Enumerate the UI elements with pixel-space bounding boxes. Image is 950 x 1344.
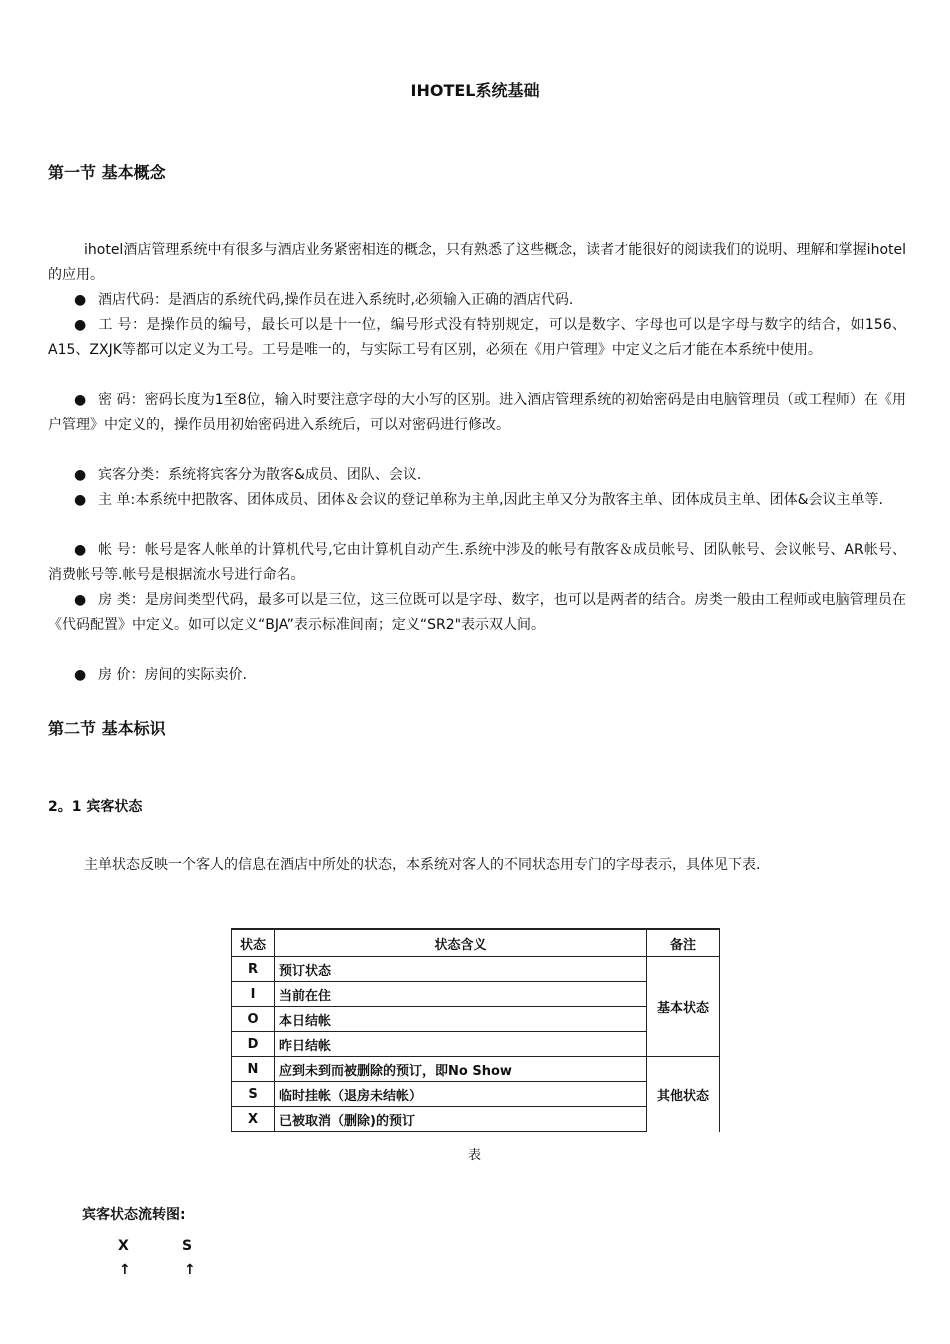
section2-intro: 主单状态反映一个客人的信息在酒店中所处的状态，本系统对客人的不同状态用专门的字母表示，具体见下表. <box>84 857 761 873</box>
list-item: ● 酒店代码：是酒店的系统代码,操作员在进入系统时,必须输入正确的酒店代码. <box>48 288 906 313</box>
bullet-icon: ● <box>74 317 87 333</box>
column-header-note: 备注 <box>647 929 720 957</box>
bullet-icon: ● <box>74 392 87 408</box>
status-meaning: 昨日结帐 <box>275 1032 647 1057</box>
page-title: IHOTEL系统基础 <box>410 81 540 100</box>
status-table <box>231 928 720 1132</box>
status-meaning: 应到未到而被删除的预订，即No Show <box>275 1057 647 1082</box>
bullet-icon: ● <box>74 542 87 558</box>
flow-title: 宾客状态流转图: <box>82 1207 186 1223</box>
column-header-status: 状态 <box>232 929 275 957</box>
table-row <box>232 1082 720 1107</box>
status-meaning: 已被取消（删除)的预订 <box>275 1107 647 1132</box>
status-code: I <box>232 982 275 1007</box>
table-row <box>232 957 720 982</box>
table-row <box>232 1007 720 1032</box>
bullet-icon: ● <box>74 592 87 608</box>
list-item: ● 房 类：是房间类型代码，最多可以是三位，这三位既可以是字母、数字，也可以是两者的结合。房类一般由工程师或电脑管理员在《代码配置》中定义。如可以定义“BJA”表示标准间南；定义“SR2"表示双人间。 <box>48 588 906 638</box>
status-meaning: 临时挂帐（退房未结帐） <box>275 1082 647 1107</box>
column-header-meaning: 状态含义 <box>275 929 647 957</box>
list-item: ● 主 单:本系统中把散客、团体成员、团体＆会议的登记单称为主单,因此主单又分为散客主单、团体成员主单、团体&会议主单等. <box>48 488 906 513</box>
bullet-icon: ● <box>74 492 87 508</box>
table-row <box>232 1032 720 1057</box>
list-item: ● 工 号：是操作员的编号，最长可以是十一位，编号形式没有特别规定，可以是数字、字母也可以是字母与数字的结合，如156、A15、ZXJK等都可以定义为工号。工号是唯一的，与实际工号有区别，必须在《用户管理》中定义之后才能在本系统中使用。 <box>48 313 906 363</box>
table-row <box>232 982 720 1007</box>
section1-intro: ihotel酒店管理系统中有很多与酒店业务紧密相连的概念，只有熟悉了这些概念，读者才能很好的阅读我们的说明、理解和掌握ihotel的应用。 <box>48 242 906 283</box>
bullet-icon: ● <box>74 467 87 483</box>
section1-heading: 第一节 基本概念 <box>48 163 166 182</box>
group-other: 其他状态 <box>647 1057 720 1132</box>
arrow-up-icon: ↑ <box>119 1262 131 1278</box>
list-item: ● 房 价：房间的实际卖价. <box>48 663 906 688</box>
list-item: ● 宾客分类：系统将宾客分为散客&成员、团队、会议. <box>48 463 906 488</box>
list-item: ● 帐 号：帐号是客人帐单的计算机代号,它由计算机自动产生.系统中涉及的帐号有散客＆成员帐号、团队帐号、会议帐号、AR帐号、消费帐号等.帐号是根据流水号进行命名。 <box>48 538 906 588</box>
table-header-row <box>232 929 720 957</box>
arrow-up-icon: ↑ <box>184 1262 196 1278</box>
status-code: R <box>232 957 275 982</box>
table-row <box>232 1107 720 1132</box>
status-code: S <box>232 1082 275 1107</box>
status-meaning: 本日结帐 <box>275 1007 647 1032</box>
flow-label-x: X <box>118 1238 129 1254</box>
status-code: N <box>232 1057 275 1082</box>
table-row <box>232 1057 720 1082</box>
status-meaning: 当前在住 <box>275 982 647 1007</box>
status-code: D <box>232 1032 275 1057</box>
bullet-icon: ● <box>74 292 87 308</box>
group-basic: 基本状态 <box>647 957 720 1057</box>
subsection-heading: 2。1 宾客状态 <box>48 799 143 815</box>
bullet-icon: ● <box>74 667 87 683</box>
list-item: ● 密 码：密码长度为1至8位，输入时要注意字母的大小写的区别。进入酒店管理系统的初始密码是由电脑管理员（或工程师）在《用户管理》中定义的，操作员用初始密码进入系统后，可以对密码进行修改。 <box>48 388 906 438</box>
section2-heading: 第二节 基本标识 <box>48 719 166 738</box>
status-meaning: 预订状态 <box>275 957 647 982</box>
table-caption: 表 <box>468 1148 482 1163</box>
flow-label-s: S <box>182 1238 193 1254</box>
status-code: O <box>232 1007 275 1032</box>
status-code: X <box>232 1107 275 1132</box>
